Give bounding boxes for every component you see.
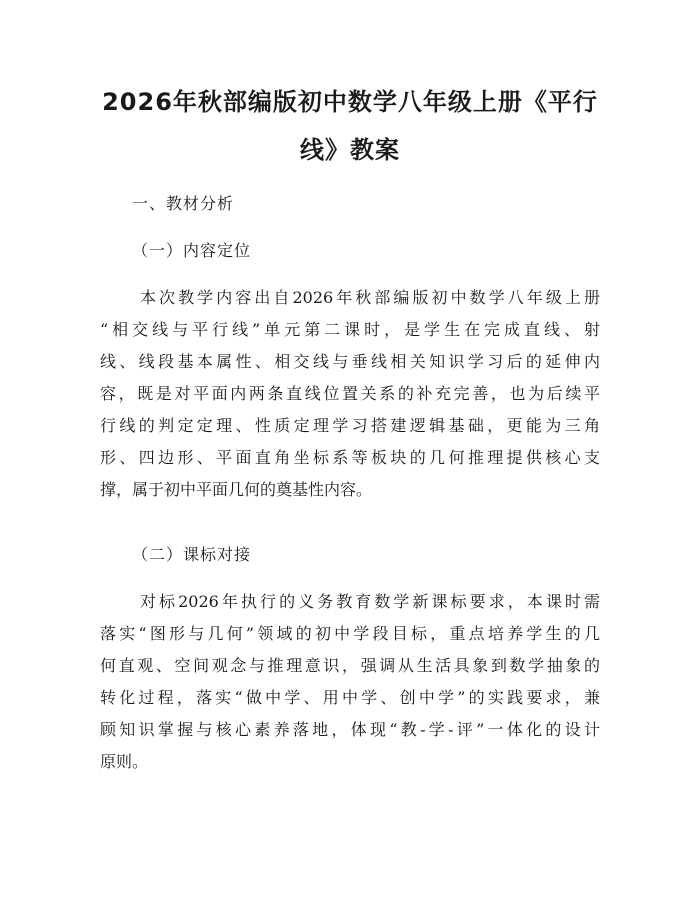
paragraph-line: 形、四边形、平面直角坐标系等板块的几何推理提供核心支 [100,448,600,467]
title-line-2: 线》教案 [300,136,400,164]
document-title [90,78,610,174]
paragraph-line: “相交线与平行线”单元第二课时，是学生在完成直线、射 [100,320,600,339]
paragraph-line: 撑，属于初中平面几何的奠基性内容。 [100,480,373,499]
paragraph-line: 转化过程，落实“做中学、用中学、创中学”的实践要求，兼 [100,688,600,707]
subsection-heading-content-positioning: （一）内容定位 [132,241,252,260]
paragraph-line: 对标2026年执行的义务教育数学新课标要求，本课时需 [140,592,600,611]
paragraph-line: 行线的判定定理、性质定理学习搭建逻辑基础，更能为三角 [100,416,600,435]
subsection-heading-curriculum-alignment: （二）课标对接 [132,545,252,564]
paragraph-line: 落实“图形与几何”领域的初中学段目标，重点培养学生的几 [100,624,600,643]
section-heading-textbook-analysis: 一、教材分析 [132,194,235,213]
paragraph-curriculum-alignment [100,586,600,778]
title-line-1: 2026年秋部编版初中数学八年级上册《平行 [102,88,598,116]
paragraph-line: 何直观、空间观念与推理意识，强调从生活具象到数学抽象的 [100,656,600,675]
paragraph-line: 线、线段基本属性、相交线与垂线相关知识学习后的延伸内 [100,352,600,371]
paragraph-content-positioning [100,282,600,506]
paragraph-line: 顾知识掌握与核心素养落地，体现“教-学-评”一体化的设计 [100,720,600,739]
paragraph-line: 容，既是对平面内两条直线位置关系的补充完善，也为后续平 [100,384,600,403]
paragraph-line: 本次教学内容出自2026年秋部编版初中数学八年级上册 [140,288,600,307]
paragraph-line: 原则。 [100,752,149,771]
